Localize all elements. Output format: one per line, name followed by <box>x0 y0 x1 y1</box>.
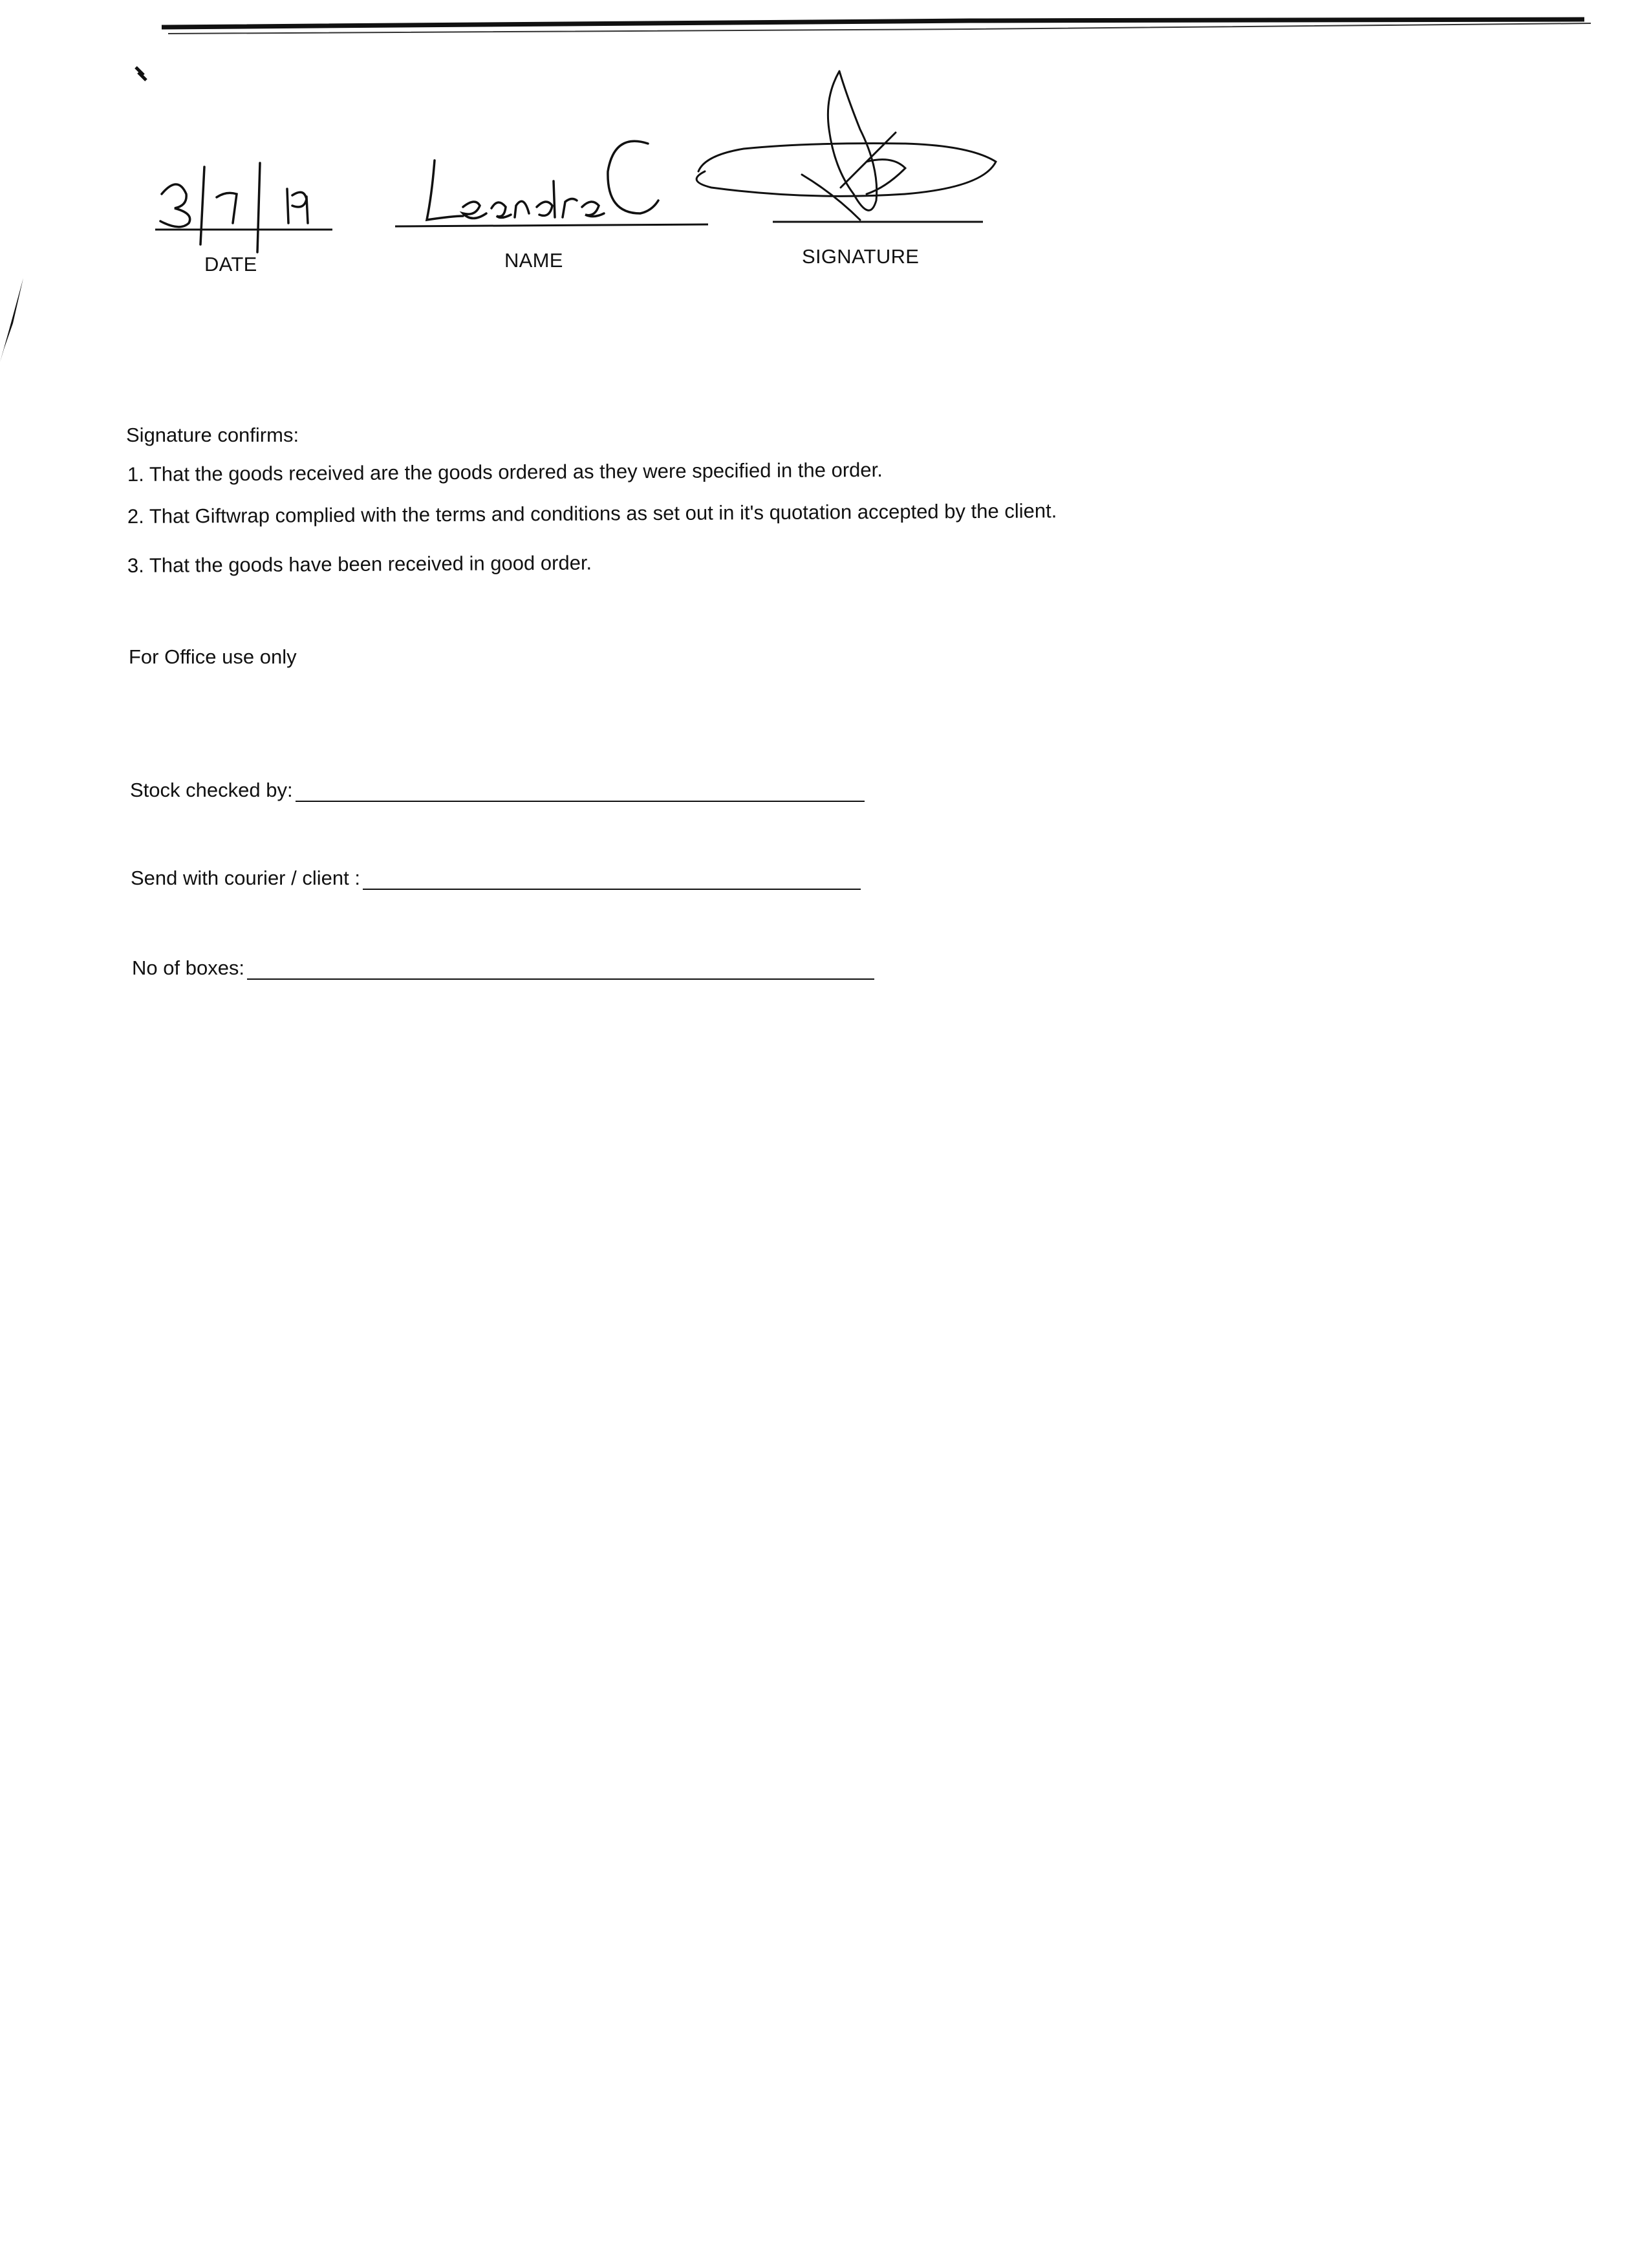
name-caption: NAME <box>504 249 563 272</box>
signature-scribble <box>696 71 996 220</box>
top-rule-thin <box>168 23 1591 34</box>
confirmation-item: 1. That the goods received are the goods ordered as they were specified in the order. <box>127 458 883 486</box>
left-edge-mark <box>0 278 23 362</box>
handwritten-signature-field <box>696 71 996 222</box>
no-of-boxes-blank <box>247 960 874 980</box>
office-use-heading: For Office use only <box>129 645 297 668</box>
send-with-label: Send with courier / client : <box>131 867 360 889</box>
send-with-blank <box>363 870 861 890</box>
handwritten-date-field <box>155 163 332 252</box>
date-caption: DATE <box>204 253 257 275</box>
no-of-boxes-field <box>132 956 874 980</box>
send-with-field <box>131 867 861 890</box>
handwritten-name-field <box>395 141 708 226</box>
signature-caption: SIGNATURE <box>802 245 920 268</box>
stock-checked-by-label: Stock checked by: <box>130 779 293 801</box>
top-rule <box>162 19 1584 27</box>
name-underline <box>395 224 708 226</box>
confirmation-item: 3. That the goods have been received in good order. <box>127 551 592 577</box>
stock-checked-by-blank <box>296 783 865 802</box>
corner-speck <box>136 67 146 80</box>
no-of-boxes-label: No of boxes: <box>132 956 245 979</box>
handwritten-name <box>427 141 658 220</box>
stock-checked-by-field <box>130 779 865 802</box>
confirmation-item: 2. That Giftwrap complied with the terms and conditions as set out in it's quotation accepted by the client. <box>127 499 1057 528</box>
handwritten-date <box>160 163 308 252</box>
confirmation-heading: Signature confirms: <box>126 424 299 446</box>
